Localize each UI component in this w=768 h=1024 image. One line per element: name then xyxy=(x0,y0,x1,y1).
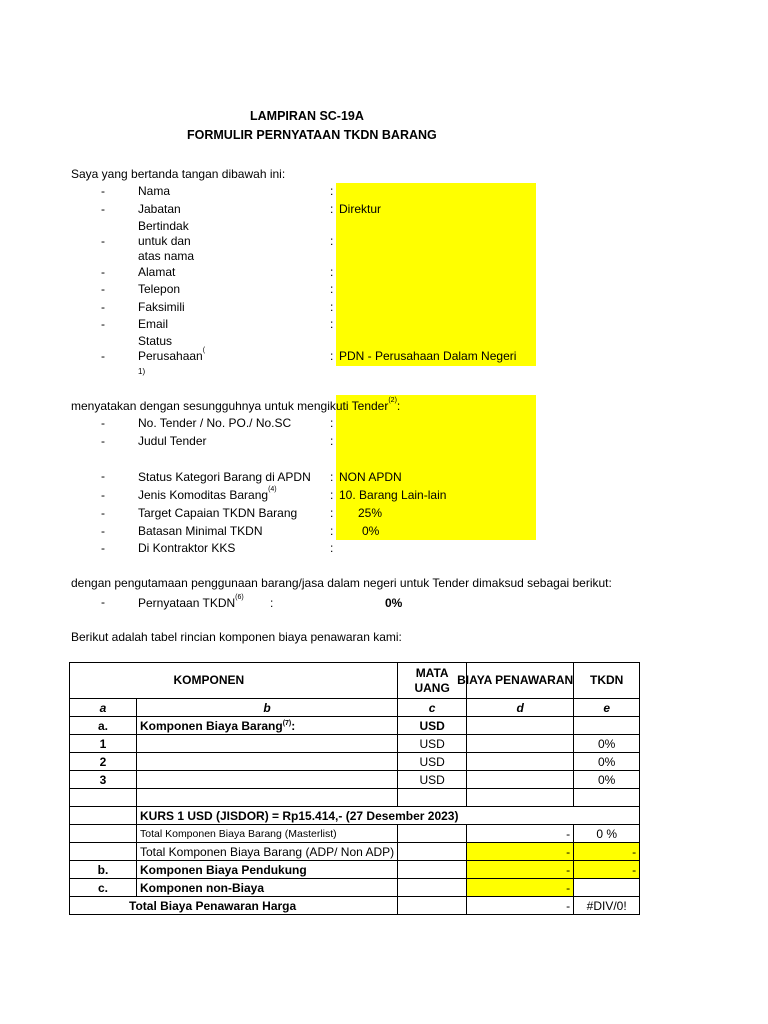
header-biaya-penawaran xyxy=(457,663,574,699)
row-c-biaya: - xyxy=(467,879,574,897)
alamat-label: Alamat xyxy=(138,265,176,279)
batasan-value: 0% xyxy=(362,524,380,538)
row-a-currency: USD xyxy=(398,717,467,735)
colon: : xyxy=(330,349,334,363)
row-b-label: Komponen Biaya Pendukung xyxy=(137,861,398,879)
dash: - xyxy=(101,506,105,520)
dash: - xyxy=(101,488,105,502)
status-kategori-label: Status Kategori Barang di APDN xyxy=(138,470,311,484)
total-masterlist-biaya: - xyxy=(467,825,574,843)
row-c xyxy=(70,879,640,897)
row-b-tkdn: - xyxy=(574,861,640,879)
bertindak-label-line3: atas nama xyxy=(138,249,195,263)
total-biaya: - xyxy=(467,897,574,915)
total-masterlist-blank xyxy=(70,825,137,843)
row-a-label-text: Komponen Biaya Barang xyxy=(140,718,283,733)
dash: - xyxy=(101,234,105,248)
colon: : xyxy=(330,434,334,448)
empty-cell xyxy=(137,789,398,807)
status-label-line2 xyxy=(138,349,205,363)
total-row xyxy=(70,897,640,915)
total-adp-blank xyxy=(70,843,137,861)
row-b-no: b. xyxy=(70,861,137,879)
total-adp-row xyxy=(70,843,640,861)
batasan-label: Batasan Minimal TKDN xyxy=(138,524,263,538)
total-masterlist-tkdn: 0 % xyxy=(574,825,640,843)
total-masterlist-label: Total Komponen Biaya Barang (Masterlist) xyxy=(137,825,398,843)
kurs-blank xyxy=(70,807,137,825)
row-b xyxy=(70,861,640,879)
colon: : xyxy=(330,488,334,502)
item-label[interactable] xyxy=(137,753,398,771)
item-label[interactable] xyxy=(137,735,398,753)
row-a-tail: : xyxy=(291,718,296,733)
doc-title-lampiran: LAMPIRAN SC-19A xyxy=(250,109,364,123)
nama-label: Nama xyxy=(138,184,171,198)
colon: : xyxy=(330,506,334,520)
item-tkdn: 0% xyxy=(574,771,640,789)
statement-sup: (2) xyxy=(388,397,397,404)
item-biaya[interactable] xyxy=(467,771,574,789)
status-sup: ( xyxy=(202,347,206,354)
statement-body: menyatakan dengan sesungguhnya untuk mengikuti Tender xyxy=(71,399,389,413)
colon: : xyxy=(330,265,334,279)
empty-cell xyxy=(574,789,640,807)
jabatan-value: Direktur xyxy=(339,202,382,216)
table-row xyxy=(70,753,640,771)
bertindak-label-line2: untuk dan xyxy=(138,234,191,248)
dash: - xyxy=(101,524,105,538)
telepon-label: Telepon xyxy=(138,282,181,296)
dash: - xyxy=(101,202,105,216)
dash: - xyxy=(101,349,105,363)
colon: : xyxy=(330,524,334,538)
letter-d: d xyxy=(467,699,574,717)
jenis-komoditas-label xyxy=(138,488,277,502)
header-mata-uang-line1: MATA xyxy=(415,665,449,680)
colon: : xyxy=(330,541,334,555)
empty-cell xyxy=(398,789,467,807)
letter-b: b xyxy=(137,699,398,717)
kurs-text: KURS 1 USD (JISDOR) = Rp15.414,- (27 Desember 2023) xyxy=(137,807,640,825)
pernyataan-value: 0% xyxy=(385,596,403,610)
status-label-text: Perusahaan xyxy=(138,349,203,363)
letter-a: a xyxy=(70,699,137,717)
table-row xyxy=(70,735,640,753)
colon: : xyxy=(330,470,334,484)
table-row xyxy=(70,771,640,789)
colon: : xyxy=(330,317,334,331)
pernyataan-sup: (6) xyxy=(235,594,244,601)
row-a-no: a. xyxy=(70,717,137,735)
target-tkdn-value: 25% xyxy=(358,506,383,520)
item-biaya[interactable] xyxy=(467,753,574,771)
judul-tender-label: Judul Tender xyxy=(138,434,207,448)
total-adp-currency xyxy=(398,843,467,861)
komponen-table xyxy=(69,662,640,915)
table-row-empty xyxy=(70,789,640,807)
pernyataan-label xyxy=(138,596,244,610)
letter-e: e xyxy=(574,699,640,717)
total-adp-biaya: - xyxy=(467,843,574,861)
item-currency: USD xyxy=(398,771,467,789)
status-value: PDN - Perusahaan Dalam Negeri xyxy=(339,349,517,363)
jenis-komoditas-text: Jenis Komoditas Barang xyxy=(138,488,269,502)
total-adp-tkdn: - xyxy=(574,843,640,861)
colon: : xyxy=(330,282,334,296)
row-b-currency xyxy=(398,861,467,879)
jenis-komoditas-value: 10. Barang Lain-lain xyxy=(339,488,447,502)
table-row xyxy=(70,717,640,735)
row-a-sup: (7) xyxy=(282,719,292,727)
table-intro-text: Berikut adalah tabel rincian komponen biaya penawaran kami: xyxy=(71,630,402,644)
dash: - xyxy=(101,265,105,279)
colon: : xyxy=(330,184,334,198)
jabatan-label: Jabatan xyxy=(138,202,181,216)
colon: : xyxy=(330,234,334,248)
total-tkdn: #DIV/0! xyxy=(574,897,640,915)
total-masterlist-currency xyxy=(398,825,467,843)
pernyataan-text: Pernyataan TKDN xyxy=(138,596,236,610)
total-label: Total Biaya Penawaran Harga xyxy=(70,897,398,915)
status-label-line1: Status xyxy=(138,334,173,348)
dash: - xyxy=(101,469,105,483)
header-mata-uang-line2: UANG xyxy=(414,680,450,695)
dash: - xyxy=(101,541,105,555)
pengutamaan-text: dengan pengutamaan penggunaan barang/jasa dalam negeri untuk Tender dimaksud sebagai berikut: xyxy=(71,576,612,590)
row-b-biaya: - xyxy=(467,861,574,879)
dash: - xyxy=(101,282,105,296)
row-a-tkdn xyxy=(574,717,640,735)
item-currency: USD xyxy=(398,753,467,771)
total-adp-label: Total Komponen Biaya Barang (ADP/ Non ADP) xyxy=(137,843,398,861)
bertindak-label-line1: Bertindak xyxy=(138,219,189,233)
header-tkdn: TKDN xyxy=(574,663,640,699)
item-currency: USD xyxy=(398,735,467,753)
empty-cell xyxy=(467,789,574,807)
doc-title-formulir: FORMULIR PERNYATAAN TKDN BARANG xyxy=(187,128,437,142)
row-c-label: Komponen non-Biaya xyxy=(137,879,398,897)
intro-text: Saya yang bertanda tangan dibawah ini: xyxy=(71,167,286,181)
dash: - xyxy=(101,416,105,430)
row-c-no: c. xyxy=(70,879,137,897)
kontraktor-label: Di Kontraktor KKS xyxy=(138,541,236,555)
dash: - xyxy=(101,184,105,198)
row-c-currency xyxy=(398,879,467,897)
email-label: Email xyxy=(138,317,169,331)
item-biaya[interactable] xyxy=(467,735,574,753)
item-tkdn: 0% xyxy=(574,735,640,753)
dash: - xyxy=(101,300,105,314)
header-blank-cell xyxy=(70,663,137,699)
faksimili-label: Faksimili xyxy=(138,300,185,314)
colon: : xyxy=(330,416,334,430)
item-tkdn: 0% xyxy=(574,753,640,771)
item-label[interactable] xyxy=(137,771,398,789)
table-letter-row xyxy=(70,699,640,717)
dash: - xyxy=(101,595,105,609)
pernyataan-colon: : xyxy=(270,596,274,610)
header-komponen: KOMPONEN xyxy=(137,663,398,699)
statement-colon: : xyxy=(396,399,401,413)
status-footnote: 1) xyxy=(138,367,146,376)
jenis-sup: (4) xyxy=(268,486,277,493)
row-a-biaya[interactable] xyxy=(467,717,574,735)
colon: : xyxy=(330,300,334,314)
table-header-row xyxy=(70,663,640,699)
statement-text xyxy=(71,399,400,413)
item-no: 2 xyxy=(70,753,137,771)
row-c-tkdn xyxy=(574,879,640,897)
dash: - xyxy=(101,317,105,331)
total-currency xyxy=(398,897,467,915)
item-no: 3 xyxy=(70,771,137,789)
row-a-label xyxy=(137,717,398,735)
header-biaya-text: BIAYA PENAWARAN xyxy=(457,673,574,687)
status-kategori-value: NON APDN xyxy=(339,470,402,484)
kurs-row xyxy=(70,807,640,825)
item-no: 1 xyxy=(70,735,137,753)
total-masterlist-row xyxy=(70,825,640,843)
letter-c: c xyxy=(398,699,467,717)
empty-cell xyxy=(70,789,137,807)
colon: : xyxy=(330,202,334,216)
target-tkdn-label: Target Capaian TKDN Barang xyxy=(138,506,298,520)
dash: - xyxy=(101,434,105,448)
no-tender-label: No. Tender / No. PO./ No.SC xyxy=(138,416,292,430)
